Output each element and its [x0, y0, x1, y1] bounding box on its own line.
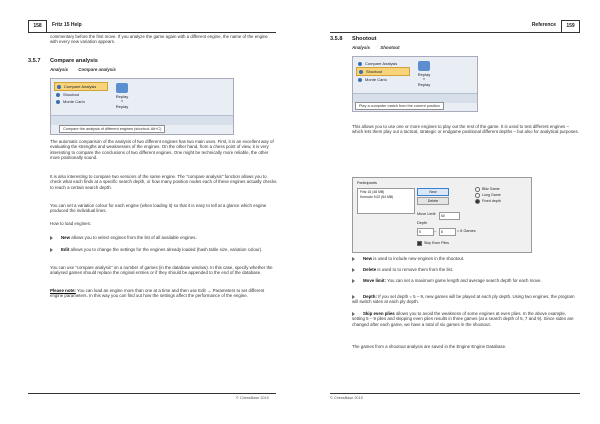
paragraph-2: It is also interesting to compare two versions of the same engine. The "compare analysis" function allows you to check what each finds at a specific search depth, or how many position nodes each of these engines actually checks to reach a certain search depth. [50, 174, 277, 190]
depth-label: Depth [417, 221, 428, 225]
menu-item-compare-analysis[interactable]: Compare Analysis [54, 82, 108, 91]
bullet-delete: Delete is used to to remove them from the list. [352, 267, 580, 272]
new-button[interactable]: New [417, 188, 449, 196]
note-paragraph: Please note: You can load an engine more than one at a time and then use Edit → Parameters to set different engine parameters. In this way you can find out how the settings affect the performance of the engine. [50, 288, 265, 299]
skip-even-plies-checkbox[interactable]: Skip Even Plies [417, 240, 449, 246]
bullet-edit: Edit allows you to change the settings for the engines already loaded (hash table size, variation colour). [50, 247, 278, 252]
analysis-menu [54, 82, 108, 105]
participants-label: Participants [357, 181, 377, 185]
checkbox-checked-icon [417, 241, 422, 246]
bullet-marker [352, 268, 355, 272]
bullet-depth: Depth: If you set depth = 5 – 9, new games will be played at each ply depth. Using two engines, the program will switch sides at each ply depth. [352, 294, 575, 305]
bullet-marker [352, 295, 355, 299]
footer: © ChessBase 2015 [330, 396, 363, 400]
depth-to-input[interactable]: 8 [439, 228, 456, 236]
replay-button[interactable]: Replay ▾ Replay [415, 61, 433, 87]
breadcrumb-item[interactable]: Analysis [50, 67, 69, 72]
header-title: Reference [531, 22, 556, 28]
radio-icon [475, 193, 480, 198]
breadcrumb [352, 45, 409, 50]
menu-item-compare-analysis[interactable]: Compare Analysis [356, 60, 410, 67]
analysis-menu [356, 60, 410, 83]
replay-button[interactable]: Replay ▾ Replay [113, 83, 131, 109]
ribbon-screenshot [50, 78, 234, 135]
paragraph-3: You can set a variation colour for each engine (when loading it) so that it is easy to tell at a glance which engine produced the individual lines. [50, 203, 267, 214]
page-number: 159 [561, 20, 580, 33]
paragraph-5: You can use "compare analysis" on a number of games (in the database window). In this case, specify whether the analysed games should replace the original entries or if they should be appended to the end of the database. [50, 265, 273, 276]
depth-dash: – [434, 229, 437, 233]
mode-blitz-radio[interactable]: Blitz Game [475, 186, 500, 192]
page-header [330, 20, 580, 33]
shootout-icon [359, 70, 363, 74]
footer-rule [330, 393, 580, 394]
replay-icon [116, 83, 128, 93]
footer-rule [28, 393, 276, 394]
delete-button[interactable]: Delete [417, 197, 449, 205]
paragraph-4: How to load engines: [50, 221, 92, 226]
move-limit-input[interactable]: 60 [439, 212, 460, 220]
intro-paragraph: This allows you to use one or more engines to play out the rest of the game. It is used to test different engines – which lets them play out a tactical, strategic or endgame positional different depths – but also for analytical purposes. [352, 124, 579, 135]
bullet-marker [50, 248, 53, 252]
section-title: Shootout [352, 36, 377, 42]
section-number: 3.5.7 [28, 58, 41, 64]
section-number: 3.5.8 [330, 36, 343, 42]
games-count: = 8 Games [457, 229, 476, 233]
intro-paragraph: commentary before the first move. If you analyze the game again with a different engine, the name of the engine with every new variation appears. [50, 34, 268, 45]
section-title: Compare analysis [50, 58, 98, 64]
list-item[interactable]: Komodo 9.02 (64 MB) [360, 195, 394, 199]
radio-icon [475, 187, 480, 192]
breadcrumb [50, 67, 125, 72]
menu-item-monte-carlo[interactable]: Monte Carlo [54, 98, 108, 105]
bullet-marker [50, 236, 53, 240]
tooltip: Play a computer match from the current position [355, 102, 444, 110]
bullet-move-limit: Move limit: You can set a maximum game length and average search depth for each move. [352, 278, 580, 283]
page-number: 158 [28, 20, 47, 33]
breadcrumb-item[interactable]: Analysis [352, 45, 371, 50]
tooltip: Compare the analysis of different engines (shortcut: Alt+C) [59, 125, 165, 133]
bullet-marker [352, 257, 355, 261]
menu-item-shootout[interactable]: Shootout [54, 91, 108, 98]
compare-icon [57, 85, 61, 89]
shootout-icon [56, 93, 60, 97]
bullet-new: New is used to include new engines in the shootout. [352, 256, 580, 261]
breadcrumb-item[interactable]: Shootout [380, 45, 400, 50]
bullet-marker [352, 312, 355, 316]
closing-paragraph: The games from a shootout analysis are saved in the Engine Engine Database. [352, 344, 507, 349]
monte-carlo-icon [358, 78, 362, 82]
participants-list[interactable] [357, 188, 415, 214]
radio-selected-icon [475, 199, 480, 204]
monte-carlo-icon [56, 100, 60, 104]
depth-from-input[interactable]: 5 [417, 228, 434, 236]
paragraph-1: The automatic comparison of the analysis of two different engines has two main uses. First, it is an excellent way of evaluating the strengths and weaknesses of the engines. On the other hand, from a chess point of view, it is very interesting to compare the conclusions of two different engines. One might be technically more reliable, the other more positionally sound. [50, 139, 274, 161]
header-title: Fritz 15 Help [52, 22, 82, 28]
bullet-skip-even-plies: Skip even plies allows you to avoid the weakness of some engines at even plies. In the above example, setting 5 – 9 plies and skipping even plies results in three games (at a search depth of 5, 7 and 9). Since sides are changed after each game, we have a total of six games in the shootout. [352, 311, 574, 327]
menu-item-monte-carlo[interactable]: Monte Carlo [356, 76, 410, 83]
mode-fixed-depth-radio[interactable]: Fixed depth [475, 198, 501, 204]
list-item[interactable]: Fritz 15 (48 MB) [360, 190, 385, 194]
mode-long-radio[interactable]: Long Game [475, 192, 501, 198]
menu-item-shootout[interactable]: Shootout [356, 67, 410, 76]
right-page [300, 0, 600, 424]
bullet-new: New allows you to select engines from the list of all available engines. [50, 235, 278, 240]
shootout-dialog [352, 177, 532, 253]
bullet-marker [352, 279, 355, 283]
move-limit-label: Move Limit: [417, 212, 437, 216]
footer: © ChessBase 2015 [236, 396, 269, 400]
ribbon-footer [51, 115, 233, 125]
replay-icon [418, 61, 430, 71]
breadcrumb-item[interactable]: Compare analysis [78, 67, 116, 72]
page-header [28, 20, 276, 33]
ribbon-screenshot [352, 56, 478, 112]
compare-icon [358, 62, 362, 66]
